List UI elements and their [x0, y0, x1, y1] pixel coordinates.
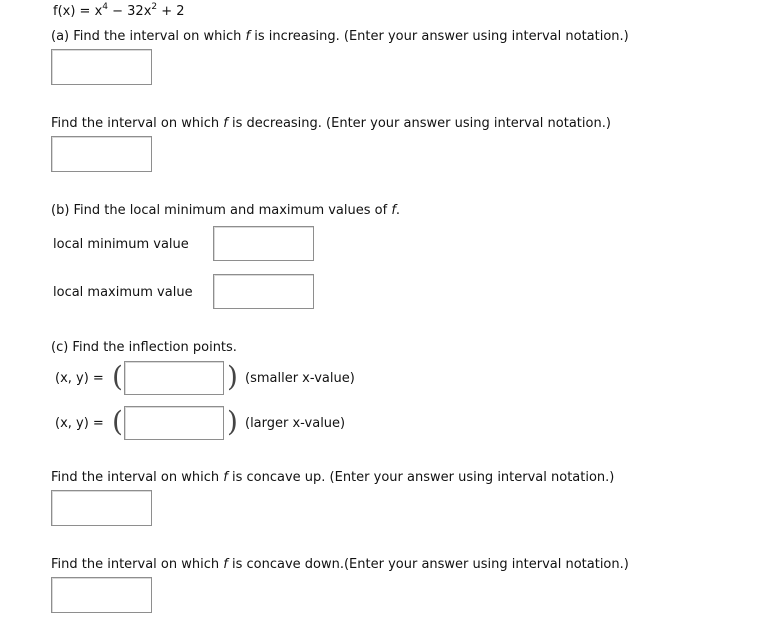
concave-down-prompt: Find the interval on which f is concave down.(Enter your answer using interval notation.) [51, 557, 629, 572]
concave-up-prompt: Find the interval on which f is concave up. (Enter your answer using interval notation.) [51, 470, 615, 485]
point2-label: (x, y) = [55, 416, 104, 431]
local-max-input[interactable] [213, 274, 314, 309]
local-min-label: local minimum value [53, 237, 189, 252]
point2-close-paren: ) [227, 405, 238, 438]
exponent-4: 4 [102, 2, 108, 12]
exponent-2: 2 [151, 2, 158, 12]
function-middle: − 32x [108, 4, 152, 19]
local-min-input[interactable] [213, 226, 314, 261]
concave-down-input[interactable] [51, 577, 152, 613]
point2-open-paren: ( [112, 405, 123, 438]
point1-open-paren: ( [112, 360, 123, 393]
increasing-interval-input[interactable] [51, 49, 152, 85]
larger-x-note: (larger x-value) [245, 416, 346, 431]
decreasing-prompt: Find the interval on which f is decreasing. (Enter your answer using interval notation.) [51, 116, 611, 131]
function-definition [53, 4, 185, 20]
increasing-prompt: (a) Find the interval on which f is increasing. (Enter your answer using interval notation.) [51, 29, 629, 44]
concave-up-input[interactable] [51, 490, 152, 526]
function-lhs: f(x) = x [53, 4, 103, 19]
part-c-prompt: (c) Find the inflection points. [51, 340, 237, 355]
inflection-point-1-input[interactable] [124, 361, 224, 395]
decreasing-interval-input[interactable] [51, 136, 152, 172]
point1-label: (x, y) = [55, 371, 104, 386]
part-b-prompt: (b) Find the local minimum and maximum values of f. [51, 203, 401, 218]
inflection-point-2-input[interactable] [124, 406, 224, 440]
point1-close-paren: ) [227, 360, 238, 393]
local-max-label: local maximum value [53, 285, 193, 300]
smaller-x-note: (smaller x-value) [245, 371, 355, 386]
function-tail: + 2 [157, 4, 185, 19]
